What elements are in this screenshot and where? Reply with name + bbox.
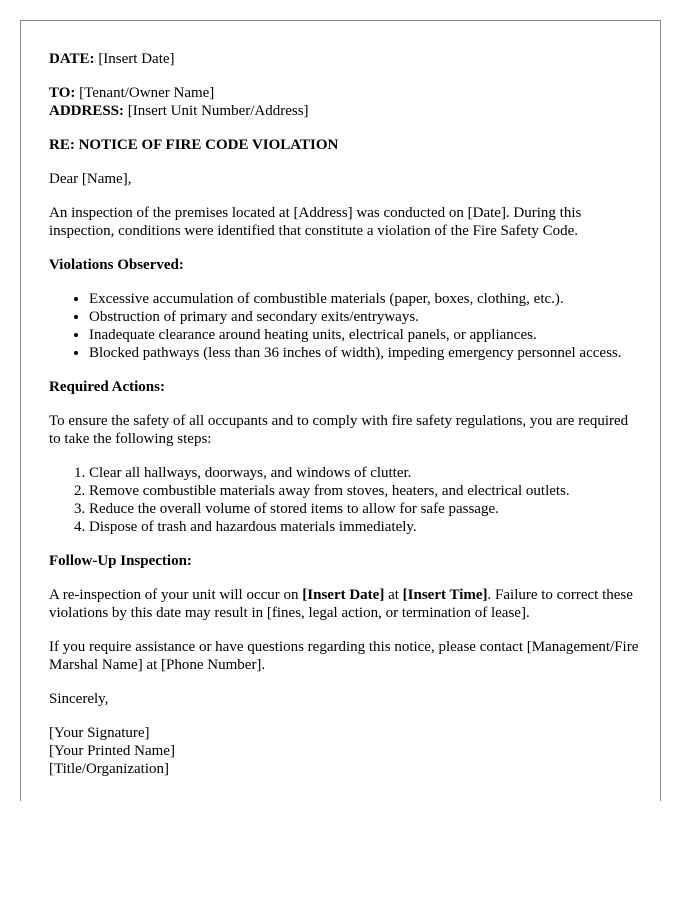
to-line <box>49 84 639 102</box>
date-value: [Insert Date] <box>98 51 175 67</box>
to-value: [Tenant/Owner Name] <box>79 85 215 101</box>
printed-name-line: [Your Printed Name] <box>49 743 175 759</box>
date-line <box>49 50 639 68</box>
contact-paragraph: If you require assistance or have questions regarding this notice, please contact [Management/Fire Marshal Name] at [Phone Number]. <box>49 639 639 673</box>
title-line: [Title/Organization] <box>49 761 169 777</box>
actions-list <box>49 464 639 536</box>
followup-heading: Follow-Up Inspection: <box>49 553 192 569</box>
address-line <box>49 102 639 120</box>
letter-page <box>20 20 661 801</box>
intro-paragraph: An inspection of the premises located at [Address] was conducted on [Date]. During this inspection, conditions were identified that constitute a violation of the Fire Safety Code. <box>49 205 582 239</box>
actions-heading: Required Actions: <box>49 379 165 395</box>
list-item: • Inadequate clearance around heating units, electrical panels, or appliances. <box>89 326 639 344</box>
to-label: TO: <box>49 85 76 101</box>
subject-text: RE: NOTICE OF FIRE CODE VIOLATION <box>49 137 339 153</box>
followup-paragraph: A re-inspection of your unit will occur on [Insert Date] at [Insert Time]. Failure to correct these violations by this date may result in [fines, legal action, or termination of lease]. <box>49 587 633 621</box>
subject-line <box>49 136 639 154</box>
date-label: DATE: <box>49 51 95 67</box>
list-item: 4. Dispose of trash and hazardous materials immediately. <box>89 518 639 536</box>
salutation: Dear [Name], <box>49 171 132 187</box>
actions-intro: To ensure the safety of all occupants and to comply with fire safety regulations, you are required to take the following steps: <box>49 413 629 447</box>
list-item: • Excessive accumulation of combustible materials (paper, boxes, clothing, etc.). <box>89 290 639 308</box>
list-item: • Blocked pathways (less than 36 inches of width), impeding emergency personnel access. <box>89 344 639 362</box>
followup-date: [Insert Date] <box>302 587 385 603</box>
followup-time: [Insert Time] <box>402 587 488 603</box>
signature-line: [Your Signature] <box>49 725 150 741</box>
violations-heading: Violations Observed: <box>49 257 184 273</box>
violations-list <box>49 290 639 362</box>
letter-content <box>49 50 639 778</box>
list-item: 3. Reduce the overall volume of stored items to allow for safe passage. <box>89 500 639 518</box>
closing: Sincerely, <box>49 691 109 707</box>
address-value: [Insert Unit Number/Address] <box>127 103 309 119</box>
list-item: 2. Remove combustible materials away from stoves, heaters, and electrical outlets. <box>89 482 639 500</box>
list-item: 1. Clear all hallways, doorways, and windows of clutter. <box>89 464 639 482</box>
address-label: ADDRESS: <box>49 103 125 119</box>
list-item: • Obstruction of primary and secondary exits/entryways. <box>89 308 639 326</box>
